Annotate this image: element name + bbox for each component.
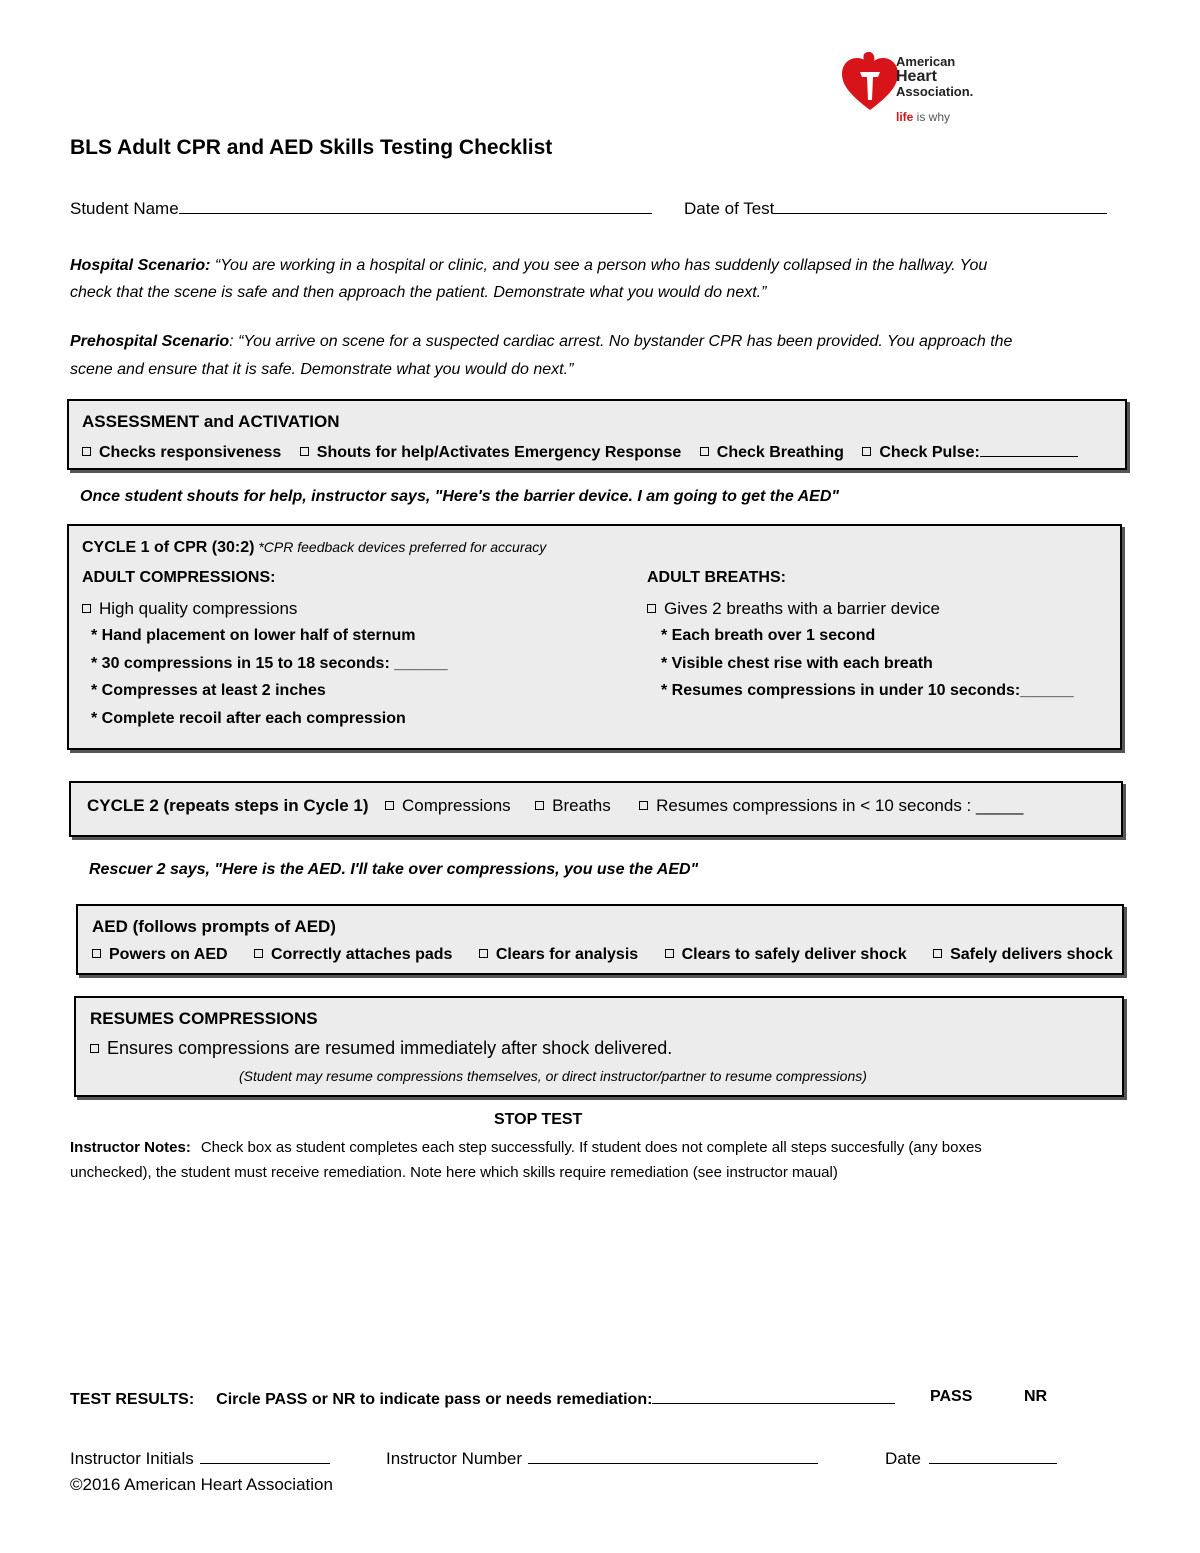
compressions-main-item[interactable]: High quality compressions	[82, 599, 297, 619]
cycle-2-item-breaths[interactable]: Breaths	[535, 796, 611, 816]
prehospital-scenario-label: Prehospital Scenario	[70, 333, 230, 350]
rescuer-2-says: Rescuer 2 says, "Here is the AED. I'll take over compressions, you use the AED"	[89, 861, 699, 878]
resumes-item[interactable]: Ensures compressions are resumed immediately after shock delivered.	[90, 1038, 672, 1059]
breaths-sub-1: * Each breath over 1 second	[661, 627, 876, 644]
instructor-notes-text-2: unchecked), the student must receive remediation. Note here which skills require remediation (see instructor maual)	[70, 1164, 838, 1181]
aed-item-delivers-shock[interactable]: Safely delivers shock	[933, 946, 1113, 964]
cycle-2-box	[69, 781, 1123, 837]
tagline	[896, 110, 950, 124]
cycle-1-title-row	[82, 539, 546, 557]
checkbox-icon[interactable]	[665, 949, 674, 958]
instructor-initials-field[interactable]	[200, 1448, 330, 1464]
assessment-item-shouts-for-help[interactable]: Shouts for help/Activates Emergency Response	[300, 444, 682, 462]
checkbox-icon[interactable]	[479, 949, 488, 958]
resumes-heading: RESUMES COMPRESSIONS	[90, 1009, 318, 1028]
aed-heading: AED (follows prompts of AED)	[92, 917, 336, 936]
resumes-note: (Student may resume compressions themselves, or direct instructor/partner to resume compressions)	[239, 1068, 867, 1084]
aha-wordmark	[896, 54, 973, 99]
test-results-row	[70, 1388, 895, 1409]
compressions-sub-2: * 30 compressions in 15 to 18 seconds: ______	[91, 655, 448, 672]
breaths-main-item[interactable]: Gives 2 breaths with a barrier device	[647, 599, 940, 619]
checkbox-icon[interactable]	[82, 604, 91, 613]
assessment-heading: ASSESSMENT and ACTIVATION	[82, 412, 340, 431]
hospital-scenario-text-1: “You are working in a hospital or clinic, and you see a person who has suddenly collapsed in the hallway. You	[210, 257, 988, 274]
cycle-2-item-compressions[interactable]: Compressions	[385, 796, 511, 816]
assessment-items	[82, 441, 1078, 462]
heart-torch-icon	[840, 50, 900, 115]
instructor-notes-label: Instructor Notes:	[70, 1139, 191, 1156]
resumes-box	[74, 996, 1124, 1097]
date-label: Date	[885, 1449, 921, 1468]
date-of-test-label: Date of Test	[684, 199, 775, 218]
cycle-2-row	[87, 796, 1023, 816]
student-name-field[interactable]	[179, 198, 652, 214]
cycle-1-note: *CPR feedback devices preferred for accuracy	[254, 539, 547, 555]
breaths-heading: ADULT BREATHS:	[647, 569, 786, 586]
assessment-box	[67, 399, 1127, 470]
date-of-test-row	[684, 198, 1107, 219]
cycle-2-item-resumes[interactable]: Resumes compressions in < 10 seconds : _____	[639, 796, 1023, 816]
copyright: ©2016 American Heart Association	[70, 1475, 333, 1494]
checkbox-icon[interactable]	[639, 801, 648, 810]
breaths-sub-2: * Visible chest rise with each breath	[661, 655, 933, 672]
checkbox-icon[interactable]	[82, 447, 91, 456]
checkbox-icon[interactable]	[933, 949, 942, 958]
remediation-field[interactable]	[652, 1388, 895, 1404]
prehospital-scenario-text-2: scene and ensure that it is safe. Demonstrate what you would do next.”	[70, 361, 574, 378]
brand-line-2: Heart	[896, 68, 937, 85]
instructor-number-label: Instructor Number	[386, 1449, 523, 1468]
date-field[interactable]	[929, 1448, 1057, 1464]
instructor-says-barrier: Once student shouts for help, instructor says, "Here's the barrier device. I am going to get the AED"	[80, 488, 839, 505]
checkbox-icon[interactable]	[385, 801, 394, 810]
student-name-row	[70, 198, 652, 219]
instructor-initials-label: Instructor Initials	[70, 1449, 194, 1468]
date-row	[885, 1448, 1057, 1469]
checkbox-icon[interactable]	[92, 949, 101, 958]
date-of-test-field[interactable]	[774, 198, 1107, 214]
aed-box	[76, 904, 1124, 975]
prehospital-scenario-line-1	[70, 333, 1012, 351]
nr-option[interactable]: NR	[1024, 1388, 1048, 1405]
aed-item-clears-shock[interactable]: Clears to safely deliver shock	[665, 946, 907, 964]
checkbox-icon[interactable]	[700, 447, 709, 456]
instructor-number-row	[386, 1448, 818, 1469]
tagline-rest: is why	[913, 110, 951, 124]
cycle-2-heading: CYCLE 2 (repeats steps in Cycle 1)	[87, 796, 369, 815]
instructor-initials-row	[70, 1448, 330, 1469]
aed-items	[92, 946, 1113, 964]
test-results-instruction: Circle PASS or NR to indicate pass or needs remediation:	[216, 1391, 653, 1408]
checkbox-icon[interactable]	[254, 949, 263, 958]
checkbox-icon[interactable]	[647, 604, 656, 613]
test-results-label: TEST RESULTS:	[70, 1391, 195, 1408]
compressions-sub-1: * Hand placement on lower half of sternum	[91, 627, 416, 644]
aed-item-attaches-pads[interactable]: Correctly attaches pads	[254, 946, 452, 964]
assessment-item-check-pulse[interactable]: Check Pulse:	[862, 441, 1077, 462]
instructor-number-field[interactable]	[528, 1448, 818, 1464]
assessment-item-check-breathing[interactable]: Check Breathing	[700, 444, 844, 462]
checkbox-icon[interactable]	[300, 447, 309, 456]
cycle-1-heading: CYCLE 1 of CPR (30:2)	[82, 539, 255, 556]
assessment-item-responsiveness[interactable]: Checks responsiveness	[82, 444, 281, 462]
checkbox-icon[interactable]	[535, 801, 544, 810]
student-name-label: Student Name	[70, 199, 179, 218]
brand-line-1: American	[896, 54, 956, 69]
checkbox-icon[interactable]	[862, 447, 871, 456]
tagline-life: life	[896, 110, 914, 124]
hospital-scenario-line-1	[70, 257, 987, 275]
pass-option[interactable]: PASS	[930, 1388, 973, 1405]
compressions-sub-3: * Compresses at least 2 inches	[91, 682, 326, 699]
aed-item-clears-analysis[interactable]: Clears for analysis	[479, 946, 638, 964]
stop-test: STOP TEST	[494, 1111, 583, 1128]
breaths-sub-3: * Resumes compressions in under 10 seconds:______	[661, 682, 1074, 699]
aha-logo	[840, 50, 1000, 130]
instructor-notes-line-1	[70, 1139, 982, 1156]
aed-item-powers-on[interactable]: Powers on AED	[92, 946, 228, 964]
page-title: BLS Adult CPR and AED Skills Testing Checklist	[70, 136, 553, 159]
hospital-scenario-text-2: check that the scene is safe and then approach the patient. Demonstrate what you would do next.”	[70, 284, 767, 301]
compressions-heading: ADULT COMPRESSIONS:	[82, 569, 276, 586]
compressions-sub-4: * Complete recoil after each compression	[91, 710, 406, 727]
instructor-notes-text-1: Check box as student completes each step successfully. If student does not complete all steps succesfully (any boxes	[200, 1139, 982, 1156]
pulse-field[interactable]	[980, 441, 1078, 457]
brand-line-3: Association.	[896, 84, 974, 99]
checkbox-icon[interactable]	[90, 1044, 99, 1053]
prehospital-scenario-text-1: : “You arrive on scene for a suspected cardiac arrest. No bystander CPR has been provided. You approach the	[229, 333, 1013, 350]
hospital-scenario-label: Hospital Scenario:	[70, 257, 211, 274]
cycle-1-box	[67, 524, 1122, 750]
